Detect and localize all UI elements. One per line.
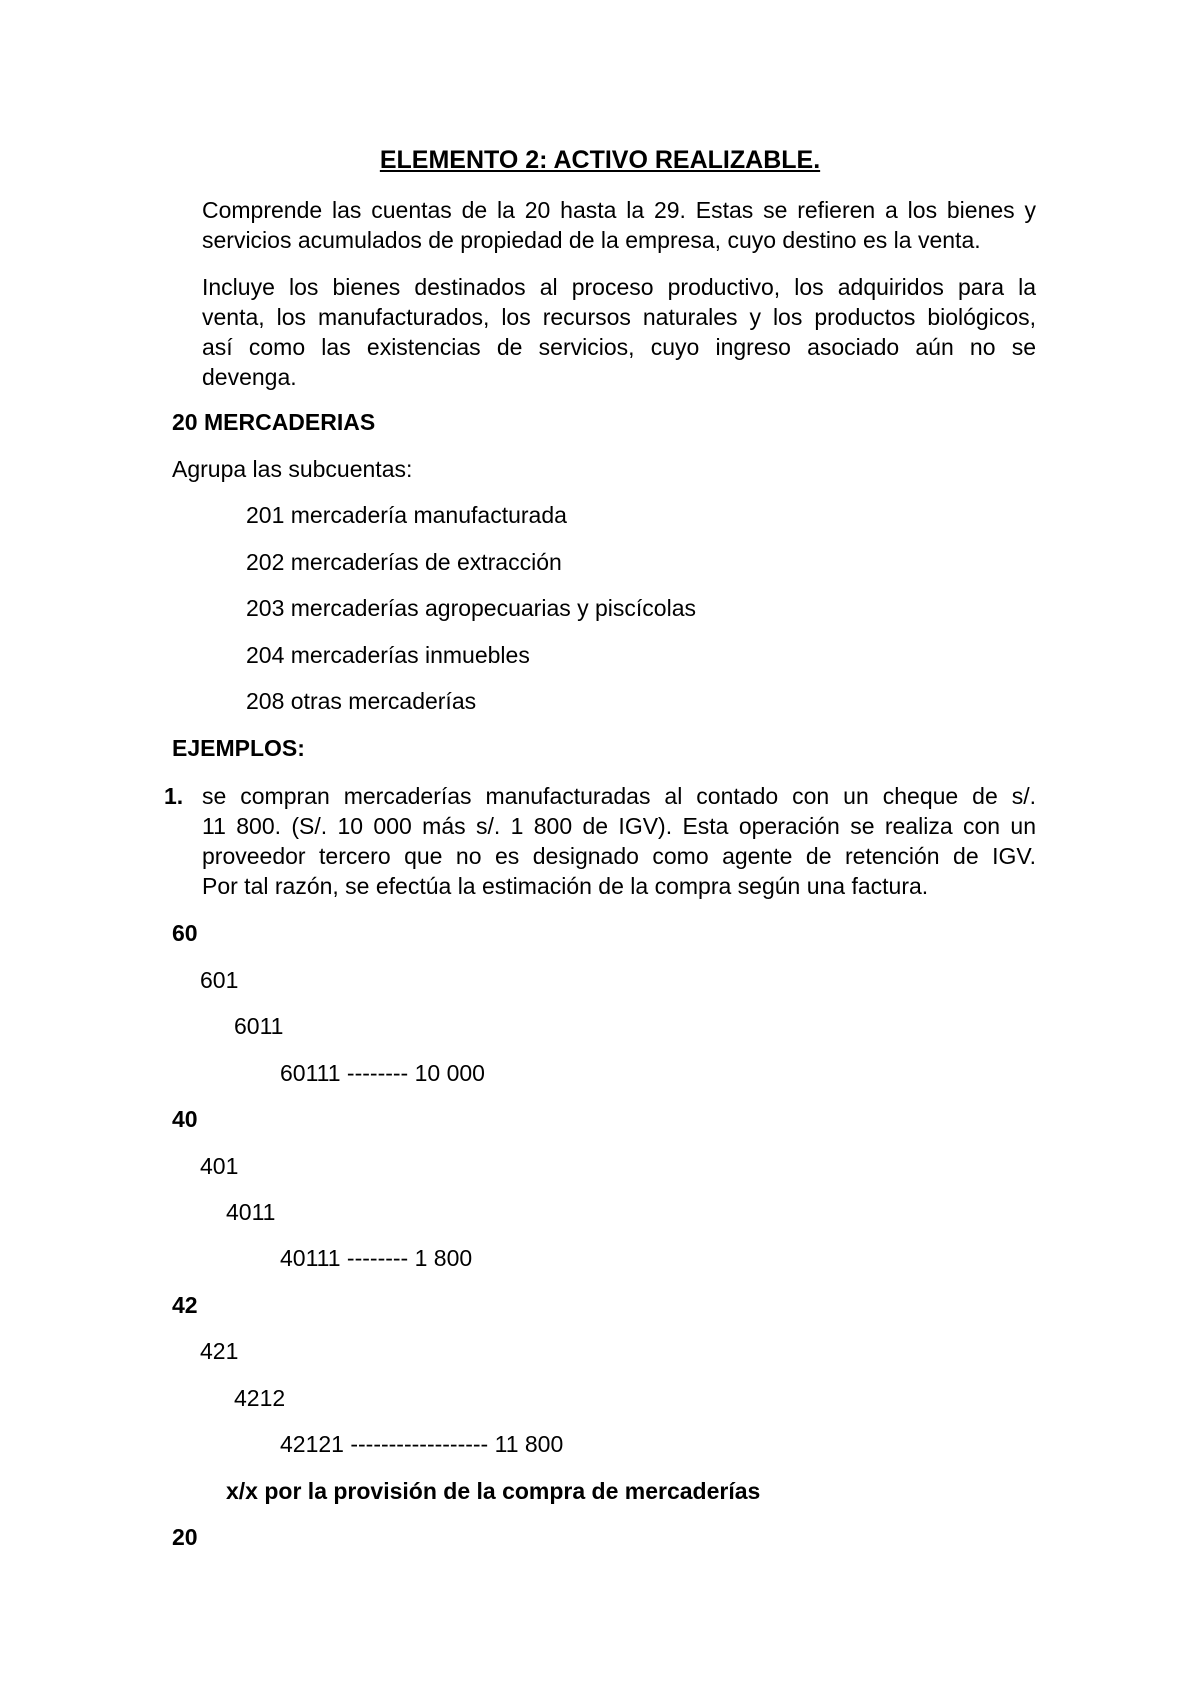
subaccount-item: 202 mercaderías de extracción [246, 549, 562, 575]
paragraph-line: devenga. [202, 364, 297, 390]
document-title: ELEMENTO 2: ACTIVO REALIZABLE. [379, 146, 821, 174]
paragraph-line: servicios acumulados de propiedad de la empresa, cuyo destino es la venta. [202, 227, 981, 253]
account-42121-entry: 42121 ------------------ 11 800 [280, 1431, 564, 1457]
account-42: 42 [172, 1292, 198, 1318]
account-4011: 4011 [226, 1199, 276, 1225]
subaccount-item: 201 mercadería manufacturada [246, 502, 567, 528]
account-60: 60 [172, 920, 198, 946]
paragraph-line: proveedor tercero que no es designado como agente de retención de IGV. [202, 843, 1036, 869]
account-40111-entry: 40111 -------- 1 800 [280, 1245, 473, 1271]
subaccount-item: 203 mercaderías agropecuarias y piscícolas [246, 595, 697, 621]
account-60111-entry: 60111 -------- 10 000 [280, 1060, 485, 1086]
example-number: 1. [164, 783, 184, 809]
section-heading: 20 MERCADERIAS [172, 409, 376, 435]
examples-heading: EJEMPLOS: [172, 735, 305, 761]
paragraph-line: Por tal razón, se efectúa la estimación de la compra según una factura. [202, 873, 929, 899]
account-601: 601 [200, 967, 239, 993]
paragraph-line: Incluye los bienes destinados al proceso productivo, los adquiridos para la [202, 274, 1036, 300]
account-401: 401 [200, 1153, 239, 1179]
paragraph-line: Comprende las cuentas de la 20 hasta la 29. Estas se refieren a los bienes y [202, 197, 1036, 223]
account-20: 20 [172, 1524, 198, 1550]
account-4212: 4212 [234, 1385, 286, 1411]
intro-paragraph [202, 195, 1036, 255]
second-paragraph [202, 272, 1036, 392]
paragraph-line: venta, los manufacturados, los recursos naturales y los productos biológicos, [202, 304, 1036, 330]
account-40: 40 [172, 1106, 198, 1132]
account-421: 421 [200, 1338, 239, 1364]
paragraph-line: se compran mercaderías manufacturadas al contado con un cheque de s/. [202, 783, 1036, 809]
example-1-text [202, 781, 1036, 901]
account-6011: 6011 [234, 1013, 284, 1039]
paragraph-line: 11 800. (S/. 10 000 más s/. 1 800 de IGV). Esta operación se realiza con un [202, 813, 1036, 839]
subaccount-item: 204 mercaderías inmuebles [246, 642, 530, 668]
subaccounts-intro: Agrupa las subcuentas: [172, 456, 413, 482]
journal-note: x/x por la provisión de la compra de mercaderías [226, 1478, 761, 1504]
paragraph-line: así como las existencias de servicios, cuyo ingreso asociado aún no se [202, 334, 1036, 360]
subaccount-item: 208 otras mercaderías [246, 688, 477, 714]
